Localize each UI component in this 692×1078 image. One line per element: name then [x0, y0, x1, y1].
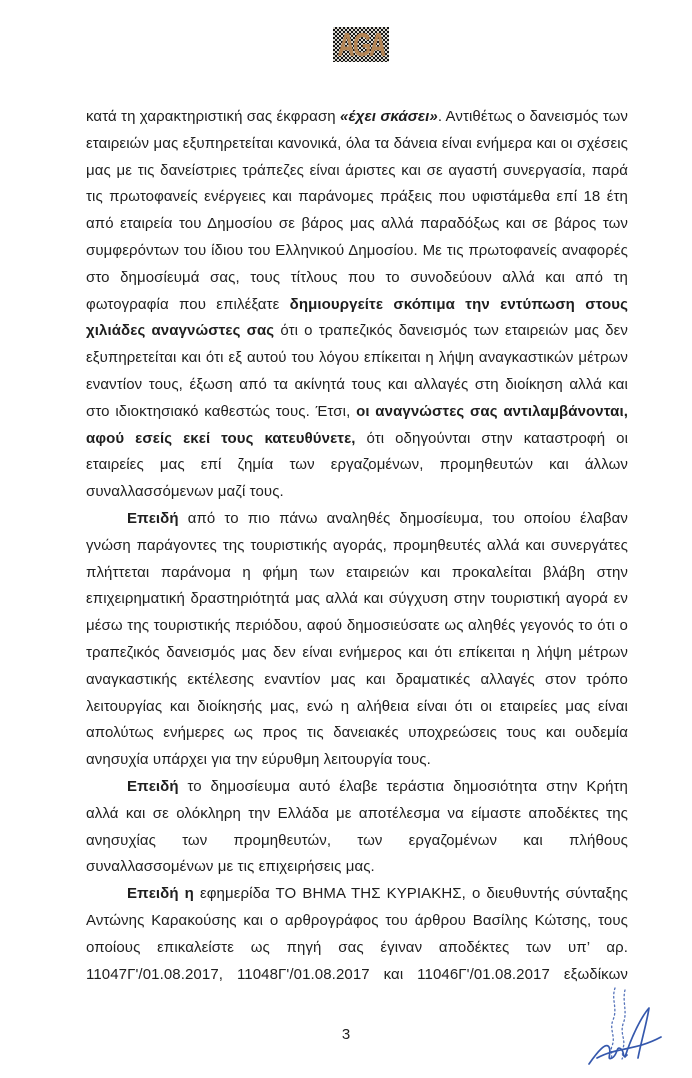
- page-number: 3: [341, 1026, 351, 1043]
- stamp-logo: [333, 27, 389, 62]
- paragraph: [86, 774, 628, 881]
- paragraph: [86, 881, 628, 988]
- text-segment: δημιουργείτε σκόπιμα την εντύπωση στους χιλιάδες αναγνώστες σας: [86, 295, 628, 340]
- text-segment: εφημερίδα ΤΟ ΒΗΜΑ ΤΗΣ ΚΥΡΙΑΚΗΣ, ο διευθυντής σύνταξης Αντώνης Καρακούσης και ο αρθρογράφος του άρθρου Βασίλης Κώτσης, τους οποίους επικαλείστε ως πηγή σας έγιναν αποδέκτες των υπ’ αρ. 11047Γ'/01.08.2017, 11048Γ'/01.08.2017 και 11046Γ'/01.08.2017 εξωδίκων: [86, 885, 628, 983]
- text-segment: . Αντιθέτως ο δανεισμός των εταιρειών μας εξυπηρετείται κανονικά, όλα τα δάνεια είναι ενήμερα και οι σχέσεις μας με τις δανείστριες τράπεζες είναι άριστες και σε αγαστή συνεργασία, παρά τις πρωτοφανείς ενέργειες και παράνομες πράξεις που υφιστάμεθα επί 18 έτη από εταιρεία του Δημοσίου σε βάρος μας αλλά παραδόξως και σε βάρος των συμφερόντων του ίδιου του Ελληνικού Δημοσίου. Με τις πρωτοφανείς αναφορές στο δημοσίευμά σας, τους τίτλους που το συνοδεύουν αλλά και από τη φωτογραφία που επιλέξατε: [86, 108, 628, 313]
- text-segment: Επειδή η: [127, 885, 194, 903]
- text-segment: κατά τη χαρακτηριστική σας έκφραση: [86, 108, 341, 125]
- text-segment: Επειδή: [127, 509, 179, 527]
- document-body: [86, 104, 628, 988]
- text-segment: από το πιο πάνω αναληθές δημοσίευμα, του οποίου έλαβαν γνώση παράγοντες της τουριστικής αγοράς, προμηθευτές αλλά και συνεργάτες πλήττεται παράνομα η φήμη των εταιρειών και προκαλείται βλάβη στην επιχειρηματική δραστηριότητά μας αλλά και σύγχυση στην τουριστική αγορά εν μέσω της τουριστικής περιόδου, αφού δημοσιεύσατε ως αληθές γεγονός το ότι ο τραπεζικός δανεισμός μας δεν είναι ενήμερος και ότι επίκειται η λήψη μέτρων αναγκαστικής εκτέλεσης εναντίον μας και δραματικές αλλαγές στον τρόπο λειτουργίας και διοίκησής μας, ενώ η αλήθεια είναι ότι οι εταιρείες μας είναι απολύτως ενήμερες ως προς τις δανειακές υποχρεώσεις τους και ουδεμία ανησυχία υπάρχει για την εύρυθμη λειτουργία τους.: [86, 509, 628, 769]
- text-segment: το δημοσίευμα αυτό έλαβε τεράστια δημοσιότητα στην Κρήτη αλλά και σε ολόκληρη την Ελλάδα με αποτέλεσμα να είμαστε αποδέκτες της ανησυχίας των προμηθευτών, των εργαζομένων και πλήθους συναλλασσομένων με τις επιχειρήσεις μας.: [86, 777, 628, 876]
- text-segment: ότι οδηγούνται στην καταστροφή οι εταιρείες μας επί ζημία των εργαζομένων, προμηθευτών και άλλων συναλλασσόμενων μαζί τους.: [86, 429, 628, 501]
- text-segment: «έχει σκάσει»: [340, 108, 438, 125]
- text-segment: ότι ο τραπεζικός δανεισμός των εταιρειών μας δεν εξυπηρετείται και ότι εξ αυτού του λόγου επίκειται η λήψη αναγκαστικών μέτρων εναντίον τους, έξωση από τα ακίνητά τους και αλλαγές στη διοίκηση αλλά και στο ιδιοκτησιακό καθεστώς τους. Έτσι,: [86, 322, 629, 420]
- text-segment: Επειδή: [127, 777, 179, 795]
- stamp-logo-text: AGA: [336, 26, 386, 63]
- text-segment: οι αναγνώστες σας αντιλαμβάνονται, αφού εσείς εκεί τους κατευθύνετε,: [86, 402, 628, 447]
- paragraph: [86, 104, 628, 506]
- paragraph: [86, 506, 628, 774]
